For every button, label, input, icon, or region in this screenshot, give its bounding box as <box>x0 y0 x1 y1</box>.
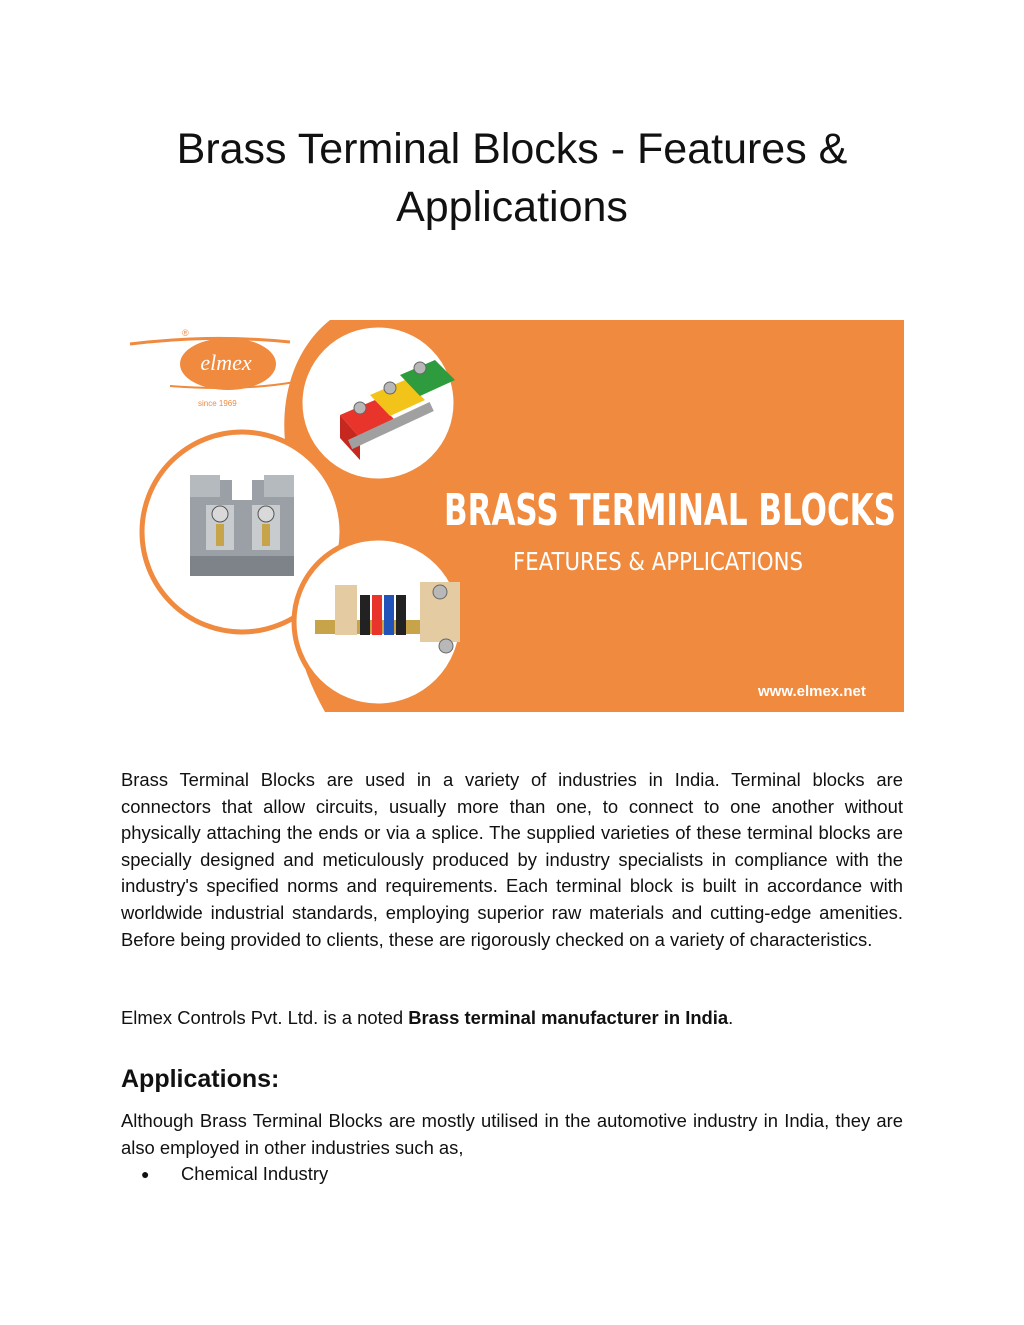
intro-paragraph: Brass Terminal Blocks are used in a variety of industries in India. Terminal blocks are connectors that allow circuits, usually more than one, to connect to one another without physically attaching the ends or via a splice. The supplied varieties of these terminal blocks are specially designed and meticulously produced by industry specialists in compliance with the industry's specified norms and requirements. Each terminal block is built in accordance with worldwide industrial standards, employing superior raw materials and cutting-edge amenities. Before being provided to clients, these are rigorously checked on a variety of characteristics. <box>121 769 903 950</box>
elmex-logo <box>130 328 295 408</box>
list-item-label: Chemical Industry <box>181 1163 329 1184</box>
banner-url: www.elmex.net <box>758 683 866 700</box>
hero-banner-image <box>120 320 904 712</box>
bullet-icon: ● <box>141 1166 150 1182</box>
colored-terminal-circle <box>300 325 456 481</box>
title-line-2: Applications <box>396 183 628 231</box>
banner-headline: BRASS TERMINAL BLOCKS <box>444 485 896 536</box>
banner-subheadline: FEATURES & APPLICATIONS <box>513 547 803 576</box>
company-statement-suffix: . <box>728 1007 734 1028</box>
logo-registered-mark: ® <box>182 328 189 338</box>
title-line-1: Brass Terminal Blocks - Features & <box>176 125 848 173</box>
applications-list <box>121 1161 328 1188</box>
strip-terminal-circle <box>294 538 462 706</box>
logo-since-text: since 1969 <box>198 399 237 408</box>
list-item <box>121 1161 328 1188</box>
company-statement-bold: Brass terminal manufacturer in India <box>408 1007 729 1028</box>
applications-heading: Applications: <box>121 1065 280 1093</box>
applications-intro: Although Brass Terminal Blocks are mostly utilised in the automotive industry in India, they are also employed in other industries such as, <box>121 1110 903 1158</box>
company-statement <box>121 1005 903 1032</box>
logo-brand-text: elmex <box>200 350 252 375</box>
company-statement-prefix: Elmex Controls Pvt. Ltd. is a noted <box>121 1007 409 1028</box>
grey-terminal-block-illustration <box>190 475 294 576</box>
document-title <box>120 120 904 236</box>
